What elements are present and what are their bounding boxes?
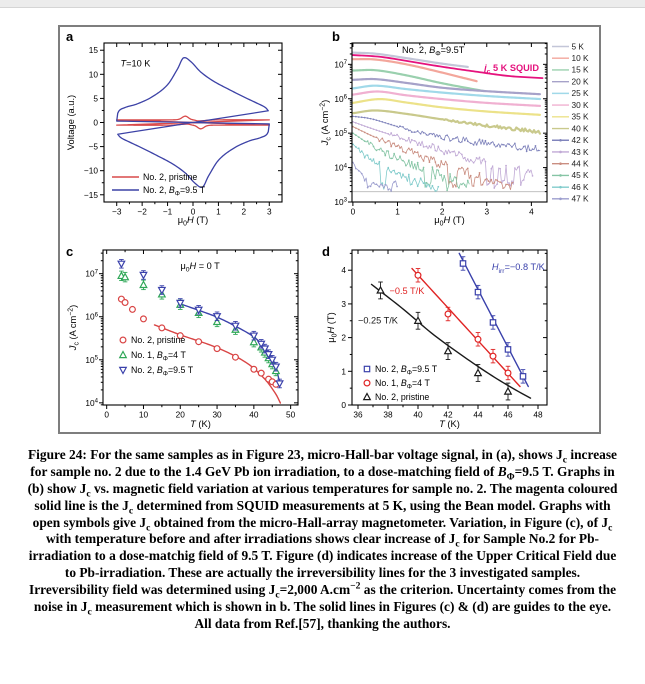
marker-triangle-up (505, 388, 512, 394)
figure-svg (60, 27, 599, 432)
svg-text:107: $10^7$ (334, 59, 347, 70)
marker-circle (120, 337, 126, 343)
caption-text: determined from SQUID measurements at 5 K, using the Bean model. Graphs with open symbols give J (32, 497, 611, 530)
marker-triangle-down (232, 323, 239, 329)
svg-text:15: 15 (88, 45, 98, 56)
panel-b-legend (552, 41, 589, 203)
caption-subscript: c (146, 522, 151, 534)
marker-triangle-down (159, 287, 166, 293)
svg-text:−15: −15 (83, 189, 98, 200)
svg-text:3: 3 (266, 206, 272, 217)
panel-d (322, 244, 547, 429)
panel-b-dots (352, 115, 539, 152)
panel-b-squid-label: $j_c$ 5 K SQUID (484, 62, 539, 76)
svg-text:3: 3 (341, 298, 346, 309)
svg-text:40: 40 (413, 409, 423, 420)
svg-text:4: 4 (529, 206, 534, 217)
panel-b-dots (352, 162, 398, 192)
panel-b-legend-label: 20 K (571, 76, 589, 87)
caption-subscript: c (128, 505, 134, 517)
svg-text:106: $10^6$ (85, 311, 98, 322)
panel-b-curve-42K (353, 116, 540, 151)
svg-text:50: 50 (286, 409, 296, 420)
panel-c-label: c (66, 244, 74, 259)
svg-text:4: 4 (341, 265, 346, 276)
panel-a-annotation: T=10 K (120, 58, 151, 69)
svg-text:3: 3 (484, 206, 490, 217)
svg-text:0: 0 (104, 409, 109, 420)
svg-text:−10: −10 (83, 165, 98, 176)
panel-c-legend-label: No. 2, pristine (131, 335, 186, 345)
panel-b-ylabel: $J_c$ (A $cm^{-2}$) (319, 99, 333, 146)
panel-d-xlabel: T (K) (439, 419, 460, 429)
svg-text:0: 0 (190, 206, 196, 217)
svg-text:−2: −2 (137, 206, 147, 217)
marker-triangle-up (445, 348, 452, 354)
panel-d-annotation-2: −0.25 T/K (358, 315, 398, 326)
panel-a-legend (112, 172, 206, 197)
panel-b-legend-label: 46 K (571, 181, 589, 192)
marker-circle (475, 336, 481, 342)
panel-c-legend (120, 335, 194, 377)
svg-text:46: 46 (503, 409, 513, 420)
caption-subscript: c (275, 589, 280, 601)
caption-text: with temperature before and after irradiations shows clear increase of J (46, 531, 456, 547)
panel-b-legend-label: 43 K (571, 146, 589, 157)
panel-a-label: a (66, 29, 74, 44)
marker-triangle-up (120, 352, 127, 358)
panel-a-xlabel: $\mu_0H$ (T) (177, 215, 209, 228)
svg-text:104: $10^4$ (334, 162, 347, 173)
svg-text:−3: −3 (111, 206, 122, 217)
panel-b-legend-label: 25 K (571, 88, 589, 99)
marker-square (520, 374, 525, 379)
caption-text: obtained from the micro-Hall-array magnetometer. Variation, in Figure (c), of J (150, 514, 609, 530)
marker-circle (490, 353, 496, 359)
panel-d-annotation-0: $H_{irr}=-0.8$ T/K (491, 262, 545, 275)
marker-square (475, 289, 480, 294)
caption-text: Figure 24: For the same samples as in Figure 23, micro-Hall-bar voltage signal, in (a), shows J (28, 447, 563, 462)
caption-text: increase for sample no. 2 due to the 1.4 GeV Pb ion irradiation, to a dose-matching field of (30, 447, 617, 479)
marker-circle (122, 300, 128, 306)
panel-b-legend-label: 45 K (571, 170, 589, 181)
marker-square (364, 366, 369, 371)
panel-b-legend-label: 15 K (571, 64, 589, 75)
marker-triangle-up (364, 394, 371, 400)
panel-b-curve-35K (353, 99, 540, 115)
svg-text:10: 10 (88, 69, 98, 80)
panel-b-curve-46K (353, 144, 438, 191)
svg-text:42: 42 (443, 409, 453, 420)
svg-text:36: 36 (353, 409, 363, 420)
marker-triangle-down (140, 272, 147, 278)
svg-text:0: 0 (93, 117, 98, 128)
panel-d-ylabel: $\mu_0H$ (T) (326, 312, 339, 343)
panel-d-label: d (322, 244, 330, 259)
caption-superscript: −2 (350, 580, 361, 592)
svg-text:1: 1 (216, 206, 221, 217)
svg-text:104: $10^4$ (85, 397, 98, 408)
caption-subscript: c (562, 454, 568, 466)
svg-text:30: 30 (212, 409, 222, 420)
panel-b-legend-label: 30 K (571, 99, 589, 110)
panel-b-curve-15K (353, 70, 484, 91)
marker-circle (130, 307, 136, 313)
svg-text:38: 38 (383, 409, 393, 420)
svg-text:40: 40 (249, 409, 259, 420)
panel-b-dots (352, 126, 513, 189)
panel-c-annotation: $\mu_0H = 0$ T (180, 260, 220, 274)
panel-b-curve-44K (353, 127, 514, 190)
panel-b-legend-label: 10 K (571, 53, 589, 64)
svg-text:44: 44 (473, 409, 483, 420)
svg-text:10: 10 (138, 409, 149, 420)
svg-text:5: 5 (93, 93, 98, 104)
marker-circle (505, 370, 511, 376)
panel-b-curve-47K (353, 162, 397, 191)
svg-text:1: 1 (341, 366, 346, 377)
svg-text:2: 2 (341, 332, 346, 343)
panel-b-legend-label: 35 K (571, 111, 589, 122)
svg-text:105: $10^5$ (85, 354, 98, 365)
caption-text: vs. magnetic field variation at various temperatures for sample no. 2. The magenta coloured solid line is the J (34, 480, 618, 513)
panel-b-legend-label: 40 K (571, 123, 589, 134)
marker-triangle-up (377, 287, 384, 293)
panel-b-legend-label: 5 K (571, 41, 584, 52)
marker-triangle-up (475, 369, 482, 375)
panel-a (66, 29, 282, 228)
panel-c-legend-label: No. 1, $B_\Phi=4$ T (131, 350, 186, 363)
svg-text:2: 2 (439, 206, 445, 217)
panel-b-legend-label: 47 K (571, 193, 589, 204)
marker-square (505, 347, 510, 352)
marker-circle (159, 325, 165, 331)
svg-text:−5: −5 (88, 141, 98, 152)
panel-b-legend-label: 44 K (571, 158, 589, 169)
marker-circle (196, 339, 202, 345)
window-top-bar (0, 0, 645, 8)
svg-text:2: 2 (241, 206, 247, 217)
svg-text:0: 0 (341, 400, 346, 410)
marker-circle (214, 346, 220, 352)
svg-text:1: 1 (395, 206, 400, 217)
caption-subscript: c (87, 606, 92, 618)
panel-c-legend-label: No. 2, $B_\Phi=9.5$ T (131, 365, 194, 378)
caption-subscript: c (86, 488, 91, 500)
svg-text:20: 20 (175, 409, 185, 420)
panel-d-annotation-1: −0.5 T/K (389, 285, 425, 296)
panel-a-legend-label: No. 2, pristine (143, 172, 198, 182)
marker-triangle-up (415, 317, 422, 323)
caption-text: =2,000 A.cm (279, 582, 351, 598)
panel-d-legend-label: No. 2, $B_\Phi=9.5$ T (375, 364, 438, 377)
panel-b-legend-label: 42 K (571, 135, 589, 146)
marker-square (460, 261, 465, 266)
figure-24-panels (58, 25, 601, 434)
panel-a-ylabel: Voltage (a.u.) (66, 94, 76, 151)
marker-square (490, 320, 495, 325)
marker-circle (415, 272, 421, 278)
caption-text: for Sample No.2 for Pb-irradiation to a dose-matchig field of 9.5 T. Figure (d) indicates increase of the Upper Critical Field due to Pb-irradiation. These are actually the irreversibility lines for the 3 investigated samples. Irreversibility field was determined using J (28, 531, 617, 598)
panel-b-label: b (332, 29, 340, 44)
marker-circle (251, 366, 257, 372)
svg-text:0: 0 (350, 206, 356, 217)
svg-text:48: 48 (533, 409, 543, 420)
marker-triangle-up (140, 281, 147, 287)
panel-b-title: No. 2, $B_\Phi=9.5T$ (402, 44, 465, 58)
figure-caption (26, 447, 619, 633)
svg-text:−1: −1 (162, 206, 173, 217)
caption-text: B (497, 463, 507, 479)
panel-a-loop-1 (117, 58, 270, 188)
panel-c-ylabel: $J_c$ (A $cm^{-2}$) (67, 304, 81, 351)
marker-circle (258, 370, 264, 376)
caption-text: as the criterion. Uncertainty comes from the noise in J (33, 582, 617, 615)
marker-triangle-down (118, 261, 125, 267)
svg-text:105: $10^5$ (334, 127, 347, 139)
marker-triangle-down (120, 367, 127, 373)
panel-b-xlabel: $\mu_0H$ (T) (434, 215, 465, 228)
marker-circle (445, 311, 451, 317)
caption-subscript: Φ (506, 471, 515, 483)
panel-a-legend-label: No. 2, $B_\Phi=9.5$ T (143, 185, 206, 198)
panel-c (66, 244, 298, 429)
panel-d-legend-label: No. 2, pristine (375, 392, 430, 402)
svg-text:103: $10^3$ (334, 196, 347, 207)
svg-text:107: $10^7$ (85, 268, 98, 279)
panel-d-legend-label: No. 1, $B_\Phi=4$ T (375, 378, 430, 391)
panel-c-xlabel: T (K) (190, 419, 211, 429)
panel-d-legend (364, 364, 438, 402)
caption-text: =9.5 T. Graphs in (b) show J (27, 463, 615, 496)
caption-subscript: c (608, 522, 613, 534)
panel-b-dots (352, 121, 533, 189)
caption-text: measurement which is shown in b. The solid lines in Figures (c) & (d) are guides to the eye. All data from Ref.[57], thanking the authors. (91, 599, 612, 631)
marker-circle (364, 380, 370, 386)
panel-b (319, 29, 589, 228)
svg-text:106: $10^6$ (334, 93, 347, 104)
marker-circle (141, 316, 147, 322)
marker-circle (233, 354, 239, 360)
caption-subscript: c (455, 539, 460, 551)
